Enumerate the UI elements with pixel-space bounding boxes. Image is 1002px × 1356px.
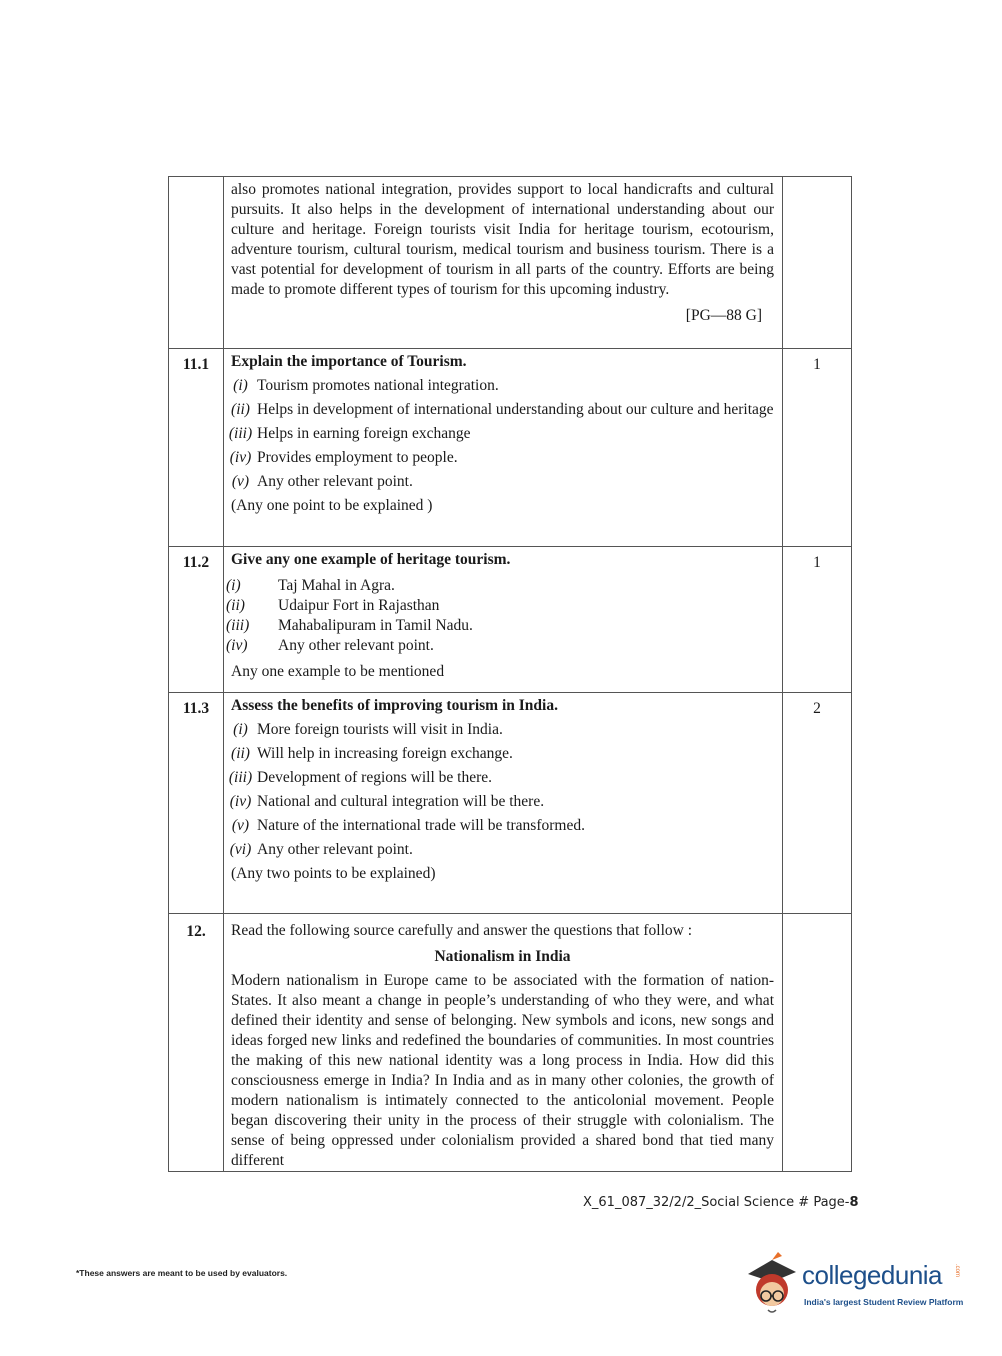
question-instruction: Read the following source carefully and answer the questions that follow : <box>231 922 692 939</box>
point-text: National and cultural integration will be there. <box>257 793 545 810</box>
marking-note: (Any one point to be explained ) <box>231 497 433 514</box>
question-number: 12. <box>169 914 224 1172</box>
answer-point <box>231 816 774 836</box>
marks-value: 1 <box>783 547 852 693</box>
answer-points <box>228 720 774 860</box>
point-numeral: (ii) <box>231 745 250 762</box>
answer-cell <box>224 349 783 547</box>
point-text: Mahabalipuram in Tamil Nadu. <box>278 617 473 634</box>
answer-point <box>231 400 774 420</box>
marks-cell <box>783 914 852 1172</box>
point-numeral: (v) <box>231 817 250 834</box>
point-numeral: (v) <box>231 473 250 490</box>
question-row-11-2 <box>169 547 852 693</box>
answer-point <box>231 840 774 860</box>
answer-cell <box>224 547 783 693</box>
marking-note: (Any two points to be explained) <box>231 865 436 882</box>
answer-point <box>226 576 774 596</box>
question-number: 11.2 <box>169 547 224 693</box>
point-text: Development of regions will be there. <box>257 769 493 786</box>
point-text: Any other relevant point. <box>257 841 413 858</box>
continuation-row <box>169 177 852 349</box>
point-text: Helps in development of international understanding about our culture and heritage <box>257 401 774 418</box>
marks-value: 2 <box>783 693 852 914</box>
continuation-text: also promotes national integration, provides support to local handicrafts and cultural pursuits. It also helps in the development of international understanding about our culture and heritage. Foreign tourists visit India for heritage tourism, ecotourism, adventure tourism, cultural tourism, medical tourism and business tourism. There is a vast potential for development of tourism in all parts of the country. Efforts are being made to promote different types of tourism for this upcoming industry. <box>231 181 774 298</box>
page-number: 8 <box>849 1195 859 1210</box>
answer-point <box>231 376 774 396</box>
answer-cell <box>224 177 783 349</box>
point-numeral: (iv) <box>229 793 252 810</box>
page-footer <box>583 1195 859 1210</box>
question-number: 11.1 <box>169 349 224 547</box>
question-number-cell <box>169 177 224 349</box>
question-text: Assess the benefits of improving tourism in India. <box>231 697 558 714</box>
point-numeral: (iii) <box>228 425 253 442</box>
collegedunia-logo <box>742 1250 972 1320</box>
point-numeral: (vi) <box>229 841 252 858</box>
brand-name: collegedunia <box>802 1260 943 1290</box>
point-numeral: (iv) <box>226 637 248 654</box>
answer-points <box>226 576 774 656</box>
paper-code: X_61_087_32/2/2_Social Science # Page- <box>583 1195 850 1210</box>
point-text: Any other relevant point. <box>257 473 413 490</box>
point-numeral: (iv) <box>229 449 252 466</box>
point-numeral: (iii) <box>226 617 250 634</box>
point-numeral: (i) <box>226 577 241 594</box>
answer-cell <box>224 914 783 1172</box>
point-numeral: (i) <box>233 377 248 394</box>
marking-scheme-table <box>168 176 852 1172</box>
source-title: Nationalism in India <box>434 948 571 965</box>
question-row-11-1 <box>169 349 852 547</box>
brand-tagline: India's largest Student Review Platform <box>804 1297 964 1307</box>
page-reference: [PG—88 G] <box>685 307 762 324</box>
marks-cell <box>783 177 852 349</box>
question-row-11-3 <box>169 693 852 914</box>
point-text: Udaipur Fort in Rajasthan <box>278 597 440 614</box>
point-text: Nature of the international trade will be transformed. <box>257 817 585 834</box>
answer-point <box>226 596 774 616</box>
answer-point <box>231 448 774 468</box>
question-text: Give any one example of heritage tourism. <box>231 551 511 568</box>
answer-cell <box>224 693 783 914</box>
point-text: Tourism promotes national integration. <box>257 377 499 394</box>
brand-domain: .com <box>954 1264 960 1278</box>
marking-note: Any one example to be mentioned <box>231 663 445 680</box>
question-text: Explain the importance of Tourism. <box>231 353 467 370</box>
evaluator-disclaimer: *These answers are meant to be used by evaluators. <box>76 1268 288 1278</box>
answer-point <box>226 636 774 656</box>
answer-point <box>231 744 774 764</box>
point-numeral: (iii) <box>228 769 253 786</box>
mascot-icon <box>742 1250 804 1320</box>
answer-points <box>228 376 774 492</box>
answer-point <box>228 424 774 444</box>
question-row-12 <box>169 914 852 1172</box>
answer-point <box>231 720 774 740</box>
point-numeral: (ii) <box>226 597 245 614</box>
answer-point <box>226 616 774 636</box>
point-text: Taj Mahal in Agra. <box>278 577 395 594</box>
answer-point <box>231 472 774 492</box>
answer-point <box>228 768 774 788</box>
point-text: Provides employment to people. <box>257 449 458 466</box>
point-text: Helps in earning foreign exchange <box>257 425 471 442</box>
question-number: 11.3 <box>169 693 224 914</box>
source-passage: Modern nationalism in Europe came to be associated with the formation of nation-States. It also meant a change in people’s understanding of who they were, and what defined their identity and sense of belonging. New symbols and icons, new songs and ideas forged new links and redefined the boundaries of communities. In most countries the making of this new national identity was a long process in India. How did this consciousness emerge in India? In India and as in many other colonies, the growth of modern nationalism is intimately connected to the anticolonial movement. People began discovering their unity in the process of their struggle with colonialism. The sense of being oppressed under colonialism provided a shared bond that tied many different <box>231 972 774 1169</box>
point-text: Any other relevant point. <box>278 637 434 654</box>
marks-value: 1 <box>783 349 852 547</box>
answer-point <box>231 792 774 812</box>
point-numeral: (ii) <box>231 401 250 418</box>
point-text: Will help in increasing foreign exchange. <box>257 745 513 762</box>
point-numeral: (i) <box>233 721 248 738</box>
point-text: More foreign tourists will visit in India. <box>257 721 503 738</box>
